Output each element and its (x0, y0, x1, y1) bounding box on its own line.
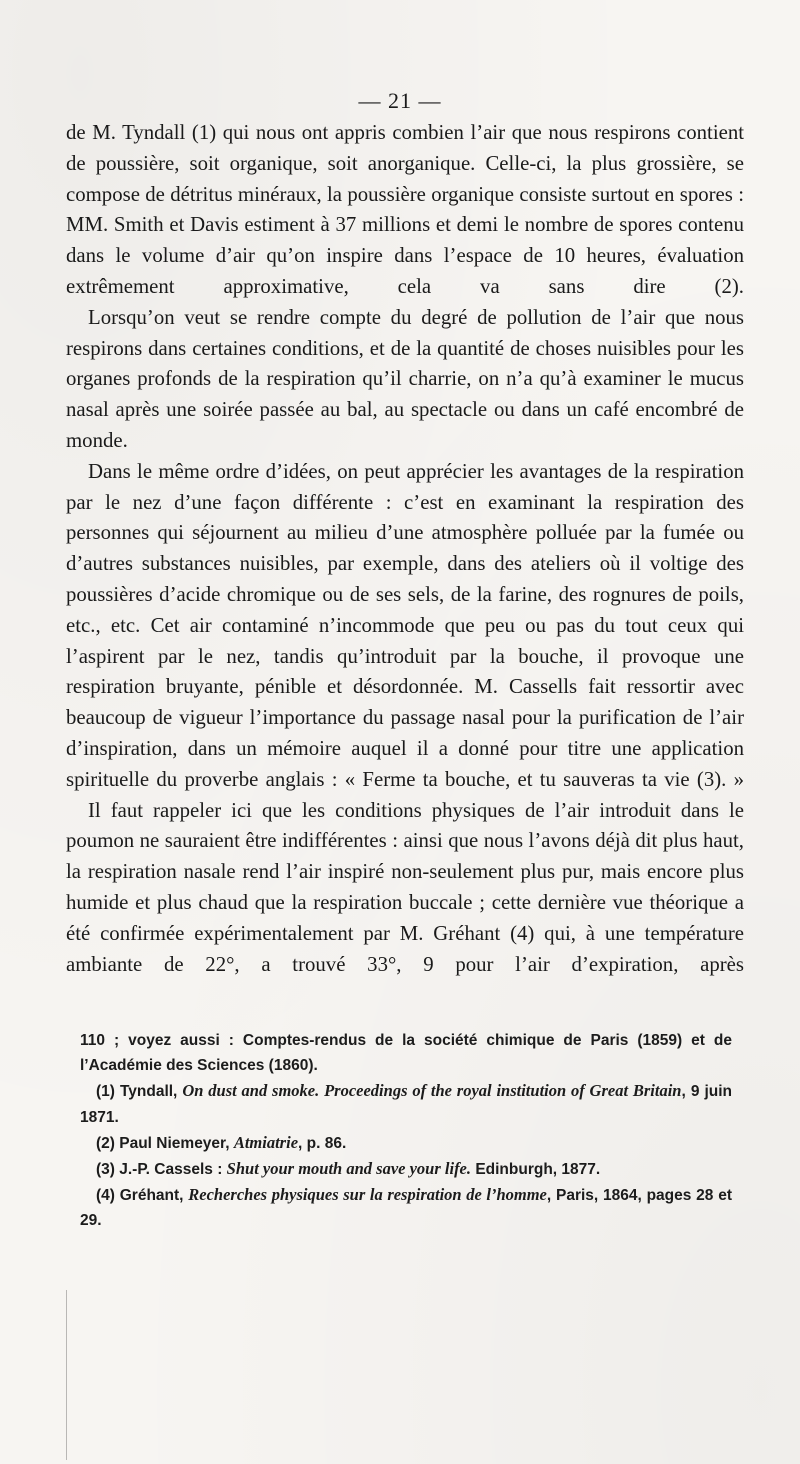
footnotes (80, 1028, 732, 1234)
paragraph-2: Lorsqu’on veut se rendre compte du degré de pollution de l’air que nous respirons dans certaines conditions, et de la quantité de choses nuisibles pour les organes profonds de la respiration qu’il charrie, on n’a qu’à examiner le mucus nasal après une soirée passée au bal, au spectacle ou dans un café encombré de monde. (66, 305, 744, 452)
footnote-1-title: On dust and smoke. Proceedings of the royal institution of Great Britain (182, 1081, 682, 1101)
footnote-2-prefix: (2) Paul Niemeyer, (96, 1134, 234, 1152)
footnote-continuation: 110 ; voyez aussi : Comptes-rendus de la société chimique de Paris (1859) et de l’Académie des Sciences (1860). (80, 1032, 732, 1075)
footnote-1-suffix: , 9 juin 1871. (80, 1083, 732, 1126)
footnote-3-title: Shut your mouth and save your life. (226, 1159, 472, 1179)
footnote-4-prefix: (4) Gréhant, (96, 1187, 189, 1205)
main-text (66, 118, 744, 980)
paragraph-1: de M. Tyndall (1) qui nous ont appris combien l’air que nous respirons contient de poussière, soit organique, soit anorganique. Celle-ci, la plus grossière, se compose de détritus minéraux, la poussière organique consiste surtout en spores : MM. Smith et Davis estiment à 37 millions et demi le nombre de spores contenu dans le volume d’air qu’on inspire dans l’espace de 10 heures, évaluation extrêmement approximative, cela va sans dire (2). (66, 121, 744, 298)
footnote-2-title: Atmiatrie (233, 1132, 299, 1152)
footnote-2 (80, 1130, 732, 1156)
footnote-1-prefix: (1) Tyndall, (96, 1083, 183, 1101)
margin-line (66, 1290, 67, 1460)
footnote-1 (80, 1078, 732, 1129)
footnote-4 (80, 1182, 732, 1233)
page-number: — 21 — (358, 88, 442, 113)
footnote-3-suffix: Edinburgh, 1877. (471, 1161, 601, 1179)
paragraph-4: Il faut rappeler ici que les conditions physiques de l’air introduit dans le poumon ne sauraient être indifférentes : ainsi que nous l’avons déjà dit plus haut, la respiration nasale rend l’air inspiré non-seulement plus pur, mais encore plus humide et plus chaud que la respiration buccale ; cette dernière vue théorique a été confirmée expérimentalement par M. Gréhant (4) qui, à une température ambiante de 22°, a trouvé 33°, 9 pour l’air d’expiration, après (66, 798, 744, 976)
footnote-4-title: Recherches physiques sur la respiration de l’homme (188, 1185, 547, 1205)
paragraph-3: Dans le même ordre d’idées, on peut apprécier les avantages de la respiration par le nez d’une façon différente : c’est en examinant la respiration des personnes qui séjournent au milieu d’une atmosphère polluée par la fumée ou d’autres substances nuisibles, par exemple, dans des ateliers où il voltige des poussières d’acide chromique ou de ses sels, de la farine, des rognures de poils, etc., etc. Cet air contaminé n’incommode que peu ou pas du tout ceux qui l’aspirent par le nez, tandis qu’introduit par la bouche, il provoque une respiration bruyante, pénible et désordonnée. M. Cassells fait ressortir avec beaucoup de vigueur l’importance du passage nasal pour la purification de l’air d’inspiration, dans un mémoire auquel il a donné pour titre une application spirituelle du proverbe anglais : « Ferme ta bouche, et tu sauveras ta vie (3). » (66, 459, 744, 791)
footnote-4-suffix: , Paris, 1864, pages 28 et 29. (80, 1187, 733, 1230)
footnote-3-prefix: (3) J.-P. Cassels : (96, 1161, 227, 1179)
footnote-3 (80, 1156, 732, 1182)
footnote-2-suffix: , p. 86. (298, 1134, 347, 1152)
